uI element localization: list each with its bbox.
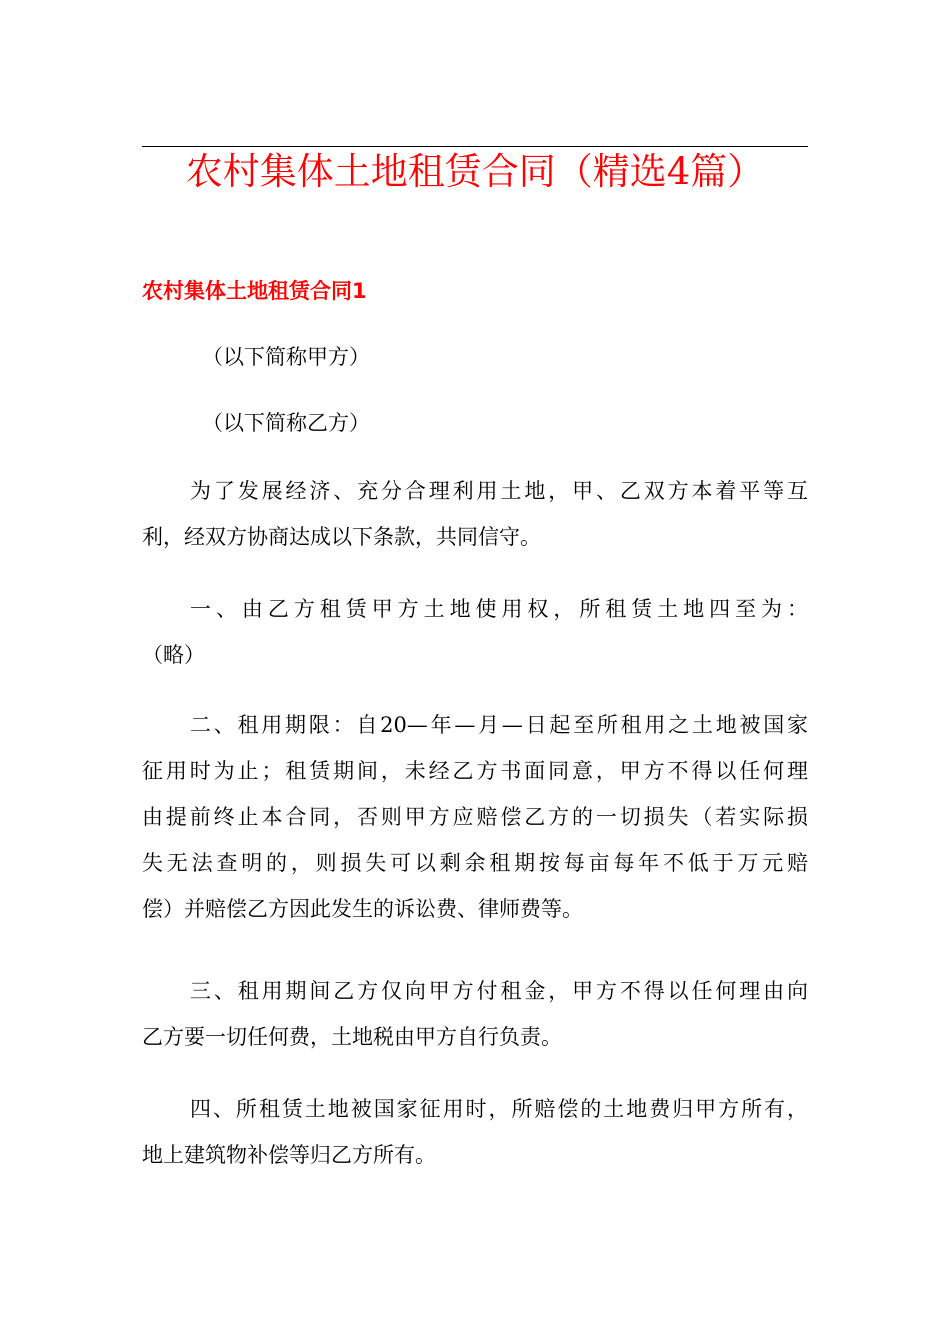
paragraph-line: 征用时为止；租赁期间，未经乙方书面同意，甲方不得以任何理 xyxy=(142,759,808,783)
paragraph-line: 一、由乙方租赁甲方土地使用权，所租赁土地四至为： xyxy=(190,597,808,621)
header-rule xyxy=(142,146,808,147)
paragraph-clause-4 xyxy=(142,1086,808,1178)
paragraph-line: 利，经双方协商达成以下条款，共同信守。 xyxy=(142,525,541,549)
party-b-line: （以下简称乙方） xyxy=(202,411,370,435)
paragraph-line: 地上建筑物补偿等归乙方所有。 xyxy=(142,1143,436,1167)
paragraph-clause-1 xyxy=(142,586,808,678)
paragraph-line: 由提前终止本合同，否则甲方应赔偿乙方的一切损失（若实际损 xyxy=(142,805,808,829)
paragraph-line: 四、所租赁土地被国家征用时，所赔偿的土地费归甲方所有， xyxy=(190,1097,808,1121)
paragraph-line: 乙方要一切任何费，土地税由甲方自行负责。 xyxy=(142,1025,562,1049)
paragraph-line: 失无法查明的，则损失可以剩余租期按每亩每年不低于万元赔 xyxy=(142,851,808,875)
paragraph-preamble xyxy=(142,468,808,560)
paragraph-clause-3 xyxy=(142,968,808,1060)
section-heading: 农村集体土地租赁合同1 xyxy=(142,279,367,303)
paragraph-line: 为了发展经济、充分合理利用土地，甲、乙双方本着平等互 xyxy=(190,479,808,503)
party-a-line: （以下简称甲方） xyxy=(202,345,370,369)
paragraph-line: 二、租用期限：自20—年—月—日起至所租用之土地被国家 xyxy=(190,713,808,737)
paragraph-line: 偿）并赔偿乙方因此发生的诉讼费、律师费等。 xyxy=(142,897,583,921)
paragraph-clause-2 xyxy=(142,702,808,932)
paragraph-line: 三、租用期间乙方仅向甲方付租金，甲方不得以任何理由向 xyxy=(190,979,808,1003)
paragraph-line: （略） xyxy=(142,643,205,667)
document-title: 农村集体土地租赁合同（精选4篇） xyxy=(185,150,765,193)
